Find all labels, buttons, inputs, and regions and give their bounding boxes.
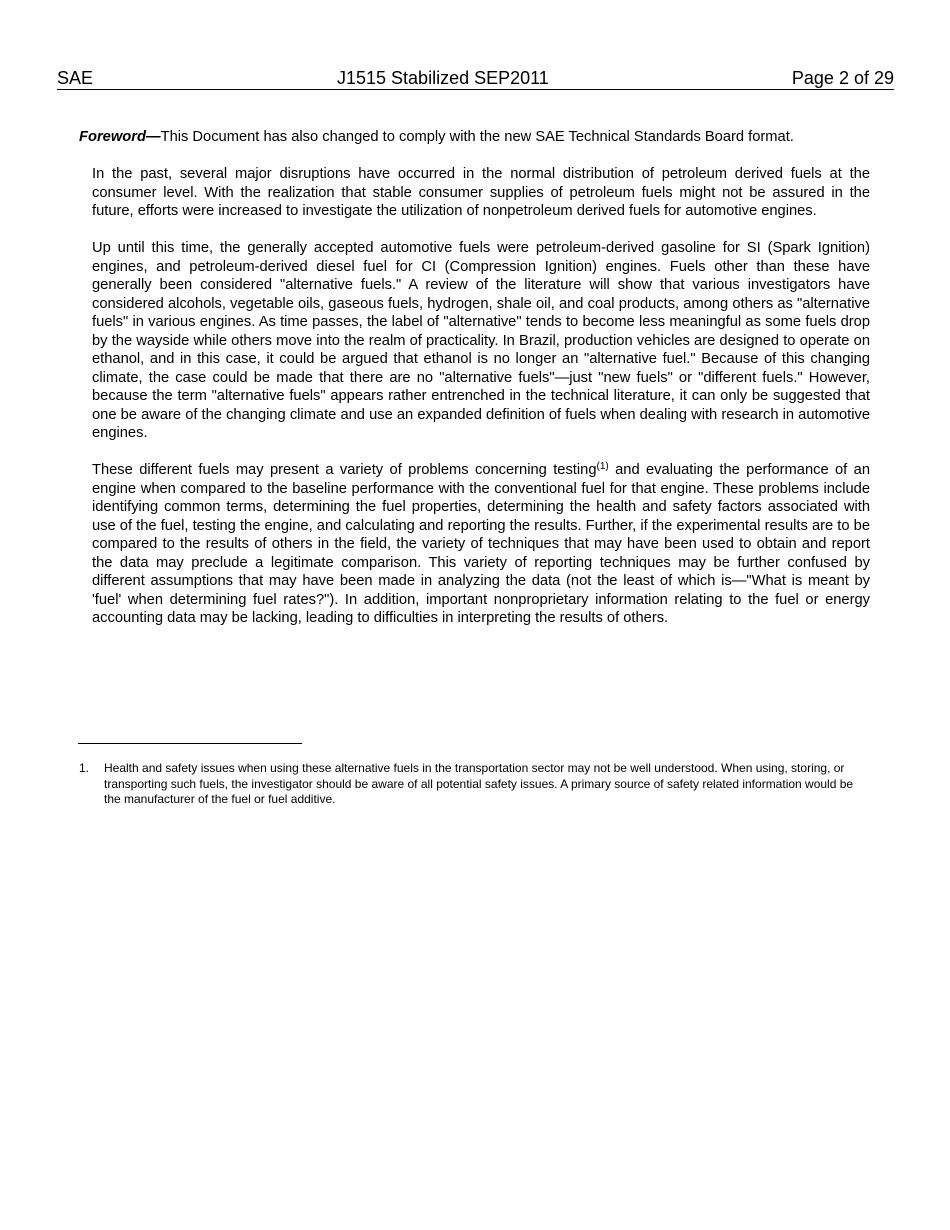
footnote-reference: (1)	[596, 461, 609, 472]
footnote-text: Health and safety issues when using these alternative fuels in the transportation sector may not be well understood. When using, storing, or transporting such fuels, the investigator should be aware of all potential safety issues. A primary source of safety related information would be the manufacturer of the fuel or fuel additive.	[104, 761, 854, 807]
foreword	[79, 128, 879, 147]
foreword-label: Foreword—	[79, 129, 161, 145]
header-org: SAE	[57, 68, 94, 88]
footnote	[79, 761, 868, 808]
foreword-text: This Document has also changed to comply with the new SAE Technical Standards Board format.	[160, 129, 794, 145]
paragraph-3	[92, 461, 870, 628]
paragraph-2: Up until this time, the generally accepted automotive fuels were petroleum-derived gasoline for SI (Spark Ignition) engines, and petroleum-derived diesel fuel for CI (Compression Ignition) engines. Fuels other than these have generally been considered "alternative fuels." A review of the literature will show that various investigators have considered alcohols, vegetable oils, gaseous fuels, hydrogen, shale oil, and coal products, among others as "alternative fuels" in various engines. As time passes, the label of "alternative" tends to become less meaningful as some fuels drop by the wayside while others move into the realm of practicality. In Brazil, production vehicles are designed to operate on ethanol, and in this case, it could be argued that ethanol is no longer an "alternative fuel." Because of this changing climate, the case could be made that there are no "alternative fuels"—just "new fuels" or "different fuels." However, because the term "alternative fuels" appears rather entrenched in the technical literature, it can only be suggested that one be aware of the changing climate and use an expanded definition of fuels when dealing with research in automotive engines.	[92, 240, 870, 441]
footnote-separator	[78, 743, 302, 744]
footnote-number: 1.	[79, 761, 90, 775]
paragraph-3-part-2: and evaluating the performance of an engine when compared to the baseline performance with the conventional fuel for that engine. These problems include identifying common terms, determining the fuel properties, determining the health and safety factors associated with use of the fuel, testing the engine, and calculating and reporting the results. Further, if the experimental results are to be compared to the results of others in the field, the variety of techniques that may have been used to obtain and report the data may preclude a legitimate comparison. This variety of reporting techniques may be further confused by different assumptions that may have been made in analyzing the data (not the least of which is—"What is meant by 'fuel' when determining fuel rates?"). In addition, important nonproprietary information relating to the fuel or energy accounting data may be lacking, leading to difficulties in interpreting the results of others.	[92, 462, 870, 626]
header-document-id: J1515 Stabilized SEP2011	[337, 68, 549, 88]
body-text	[92, 165, 870, 646]
paragraph-1: In the past, several major disruptions have occurred in the normal distribution of petroleum derived fuels at the consumer level. With the realization that stable consumer supplies of petroleum fuels might not be assured in the future, efforts were increased to investigate the utilization of nonpetroleum derived fuels for automotive engines.	[92, 166, 870, 219]
paragraph-3-part-1: These different fuels may present a variety of problems concerning testing	[92, 462, 597, 478]
page-header	[57, 67, 894, 90]
header-page-number: Page 2 of 29	[791, 68, 894, 88]
